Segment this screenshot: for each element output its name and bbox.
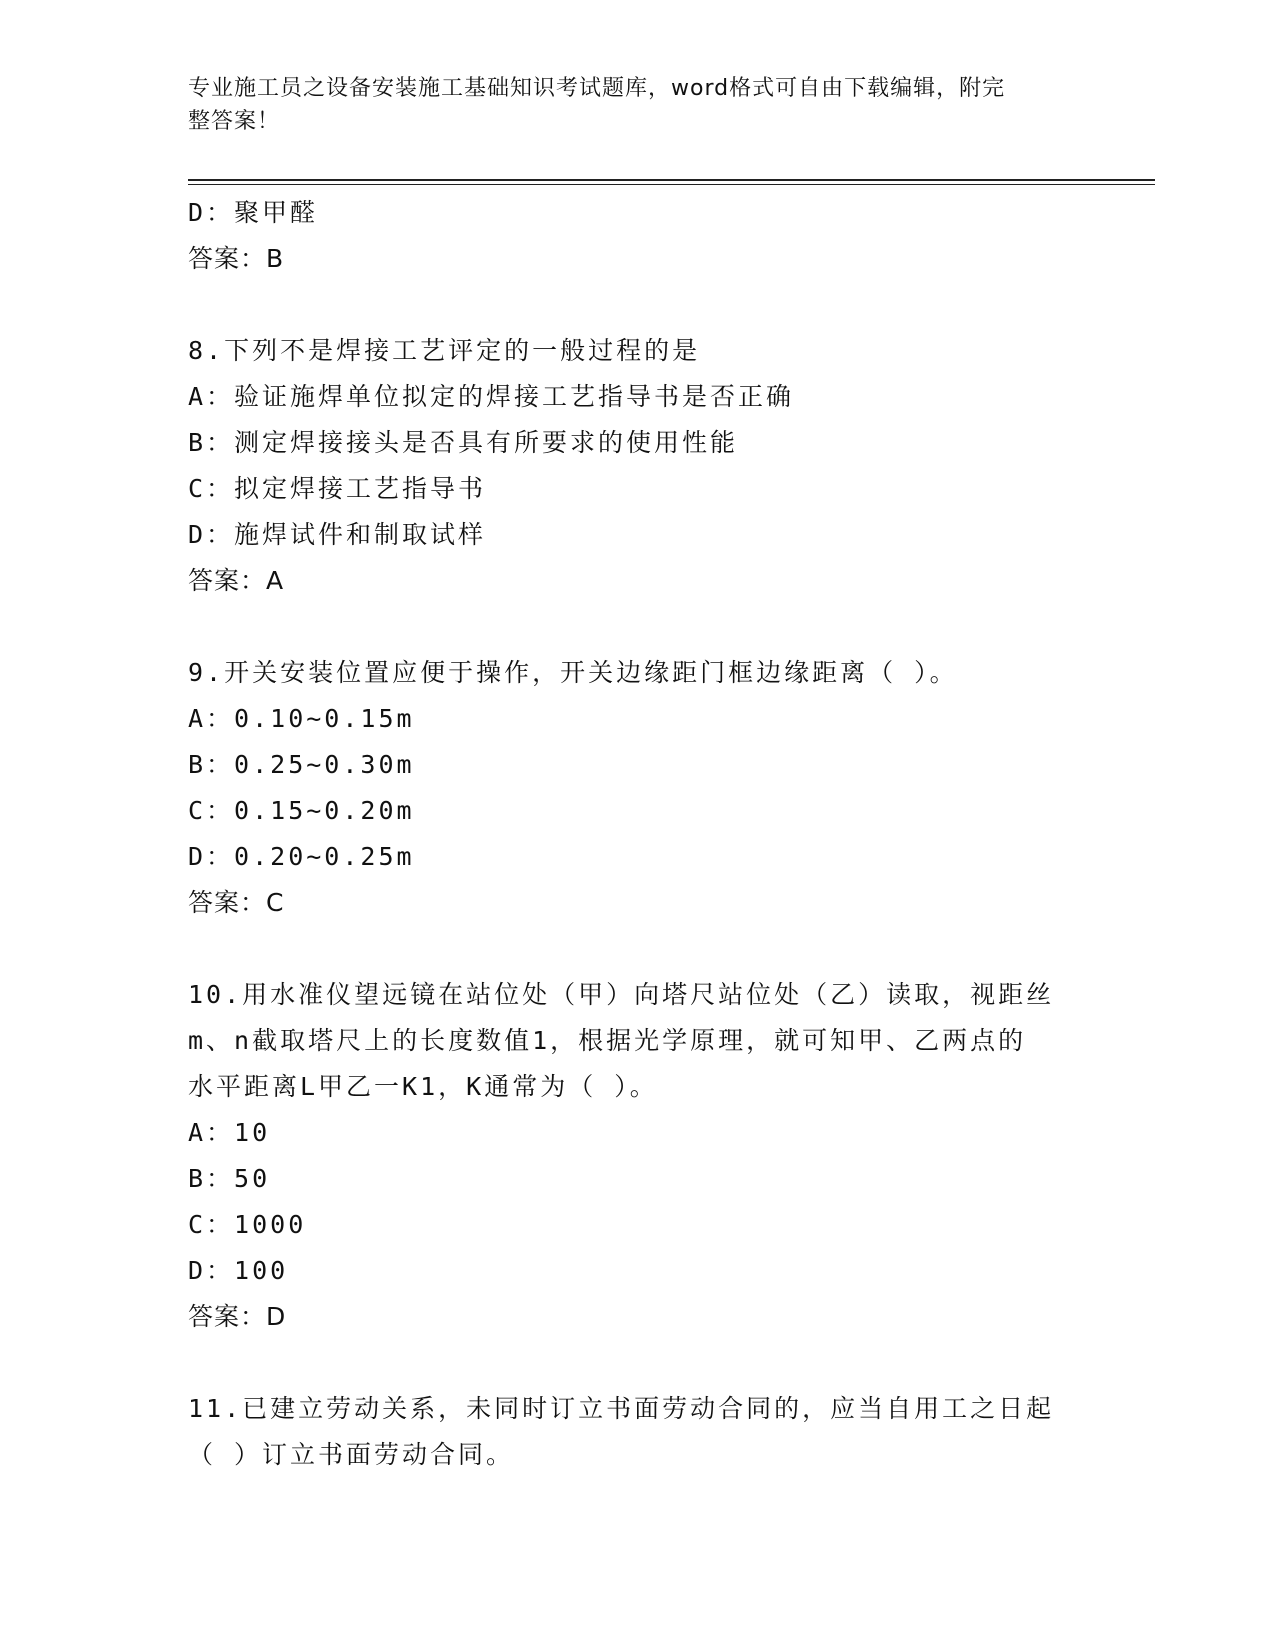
option-a: A：0.10~0.15m — [188, 704, 415, 733]
header-divider-thin — [188, 184, 1155, 185]
question-stem-line-2: （ ）订立书面劳动合同。 — [188, 1440, 515, 1469]
option-d: D：0.20~0.25m — [188, 842, 415, 871]
question-stem-line-3: 水平距离L甲乙一K1，K通常为（ ）。 — [188, 1072, 658, 1101]
spacer — [188, 604, 1088, 650]
option-b: B：0.25~0.30m — [188, 750, 415, 779]
question-9 — [188, 650, 1088, 926]
spacer — [188, 926, 1088, 972]
prev-option-d: D：聚甲醛 — [188, 198, 319, 227]
option-b: B：测定焊接接头是否具有所要求的使用性能 — [188, 428, 739, 457]
question-stem: 9.开关安装位置应便于操作，开关边缘距门框边缘距离（ ）。 — [188, 658, 958, 687]
question-stem-line-2: m、n截取塔尺上的长度数值1，根据光学原理，就可知甲、乙两点的 — [188, 1026, 1027, 1055]
header-line-2: 整答案！ — [188, 109, 281, 134]
question-11 — [188, 1386, 1088, 1478]
header-line-1: 专业施工员之设备安装施工基础知识考试题库，word格式可自由下载编辑，附完 — [188, 76, 1006, 101]
question-8 — [188, 328, 1088, 604]
document-header — [188, 72, 1088, 138]
spacer — [188, 1340, 1088, 1386]
answer: 答案：D — [188, 1302, 287, 1331]
spacer — [188, 282, 1088, 328]
question-10 — [188, 972, 1088, 1340]
answer: 答案：A — [188, 566, 285, 595]
prev-answer: 答案：B — [188, 244, 285, 273]
option-c: C：拟定焊接工艺指导书 — [188, 474, 487, 503]
option-c: C：1000 — [188, 1210, 307, 1239]
question-stem: 8.下列不是焊接工艺评定的一般过程的是 — [188, 336, 701, 365]
option-c: C：0.15~0.20m — [188, 796, 415, 825]
option-d: D：施焊试件和制取试样 — [188, 520, 487, 549]
question-stem-line-1: 11.已建立劳动关系，未同时订立书面劳动合同的，应当自用工之日起 — [188, 1394, 1055, 1423]
option-a: A：验证施焊单位拟定的焊接工艺指导书是否正确 — [188, 382, 795, 411]
option-b: B：50 — [188, 1164, 271, 1193]
option-d: D：100 — [188, 1256, 289, 1285]
document-body — [188, 190, 1088, 1478]
answer: 答案：C — [188, 888, 285, 917]
question-stem-line-1: 10.用水准仪望远镜在站位处（甲）向塔尺站位处（乙）读取，视距丝 — [188, 980, 1055, 1009]
option-a: A：10 — [188, 1118, 271, 1147]
header-divider-thick — [188, 179, 1155, 181]
